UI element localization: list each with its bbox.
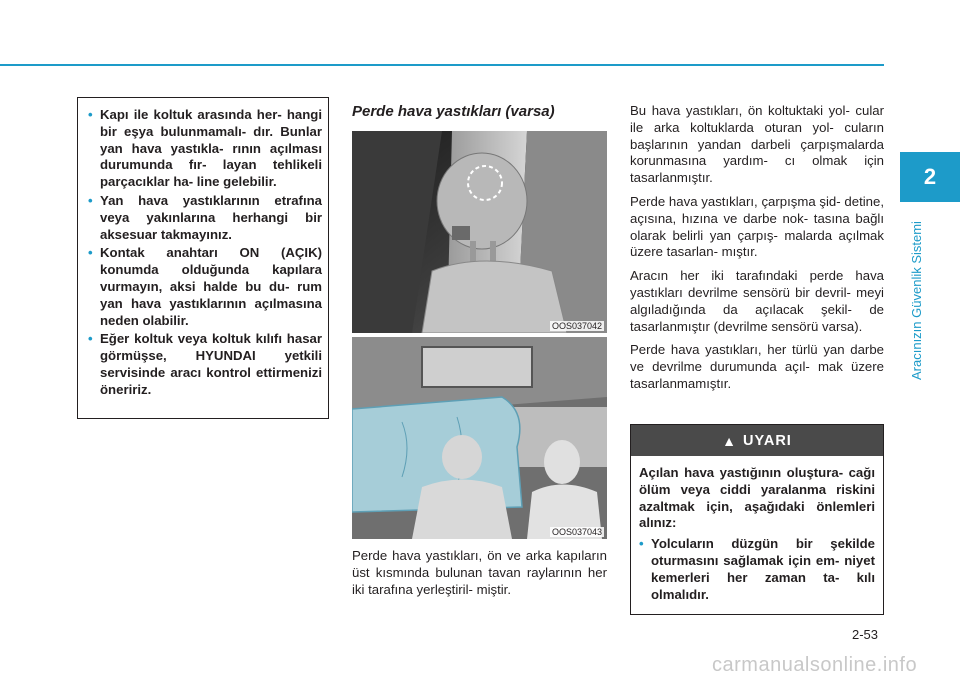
seat-airbag-illustration [352,131,607,333]
page-number: 2-53 [852,627,879,642]
warning-box [630,424,884,615]
chapter-number-tab: 2 [900,152,960,202]
watermark: carmanualsonline.info [712,654,918,676]
section-title: Perde hava yastıkları (varsa) [352,103,555,120]
figure-curtain-airbag [352,337,607,539]
chapter-title-vertical [905,212,929,392]
figure-seat-airbag [352,131,607,333]
warning-header [631,425,883,456]
list-item: • Yan hava yastıklarının etrafına veya yakınlarına herhangi bir aksesuar takmayınız. [88,193,322,243]
list-item: • Yolcuların düzgün bir şekilde oturmasını sağlamak için em- niyet kemerleri her zaman ta- kılı olmalıdır. [639,536,875,603]
warning-list [639,536,875,603]
curtain-airbag-illustration [352,337,607,539]
paragraph: Perde hava yastıkları, her türlü yan darbe ve devrilme durumunda açıl- mak üzere tasarlanmamıştır. [630,342,884,391]
list-item: • Eğer koltuk veya koltuk kılıfı hasar görmüşse, HYUNDAI yetkili servisinde aracı kontrol ettirmenizi öneririz. [88,331,322,398]
paragraph: Perde hava yastıkları, çarpışma şid- detine, açısına, hızına ve darbe nok- tasına bağlı olarak belirli yan çarpış- malarda açılmak üzere tasarlan- mıştır. [630,193,884,260]
warning-intro: Açılan hava yastığının oluştura- cağı ölüm veya ciddi yaralanma riskini azaltmak için, aşağıdaki önlemleri alınız: [639,465,875,531]
caution-box [77,97,329,419]
header-rule [0,64,884,66]
list-item: • Kontak anahtarı ON (AÇIK) konumda olduğunda kapılara vurmayın, aksi halde bu du- rum yan hava yastıklarının açılmasına neden olabilir. [88,245,322,329]
list-item: • Kapı ile koltuk arasında her- hangi bir eşya bulunmamalı- dır. Bunlar yan hava yastıkla- rının açılması durumunda fır- layan tehlikeli parçacıklar ha- line gelebilir. [88,107,322,191]
right-column [630,103,884,400]
warning-triangle-icon: ▲ [722,432,738,449]
warning-body [631,456,883,603]
figure-code: OOS037042 [551,321,602,331]
warning-title: UYARI [743,432,792,449]
paragraph: Aracın her iki tarafındaki perde hava yastıkları devrilme sensörü bir devril- meyi algıladığında da açılacak şekil- de tasarlanmıştır (devrilme sensörü varsa). [630,268,884,334]
chapter-title-text: Aracınızın Güvenlik Sistemi [909,221,924,380]
paragraph: Bu hava yastıkları, ön koltuktaki yol- cular ile arka koltuklarda oturan yol- cuların başlarının yandan darbeli çarpışmalarda korunmasına yardım- cı olmak için tasarlanmıştır. [630,103,884,186]
figure-code: OOS037043 [551,527,602,537]
caution-list [78,98,328,399]
section-paragraph: Perde hava yastıkları, ön ve arka kapıların üst kısmında bulunan tavan raylarının her iki tarafına yerleştiril- miştir. [352,548,607,597]
